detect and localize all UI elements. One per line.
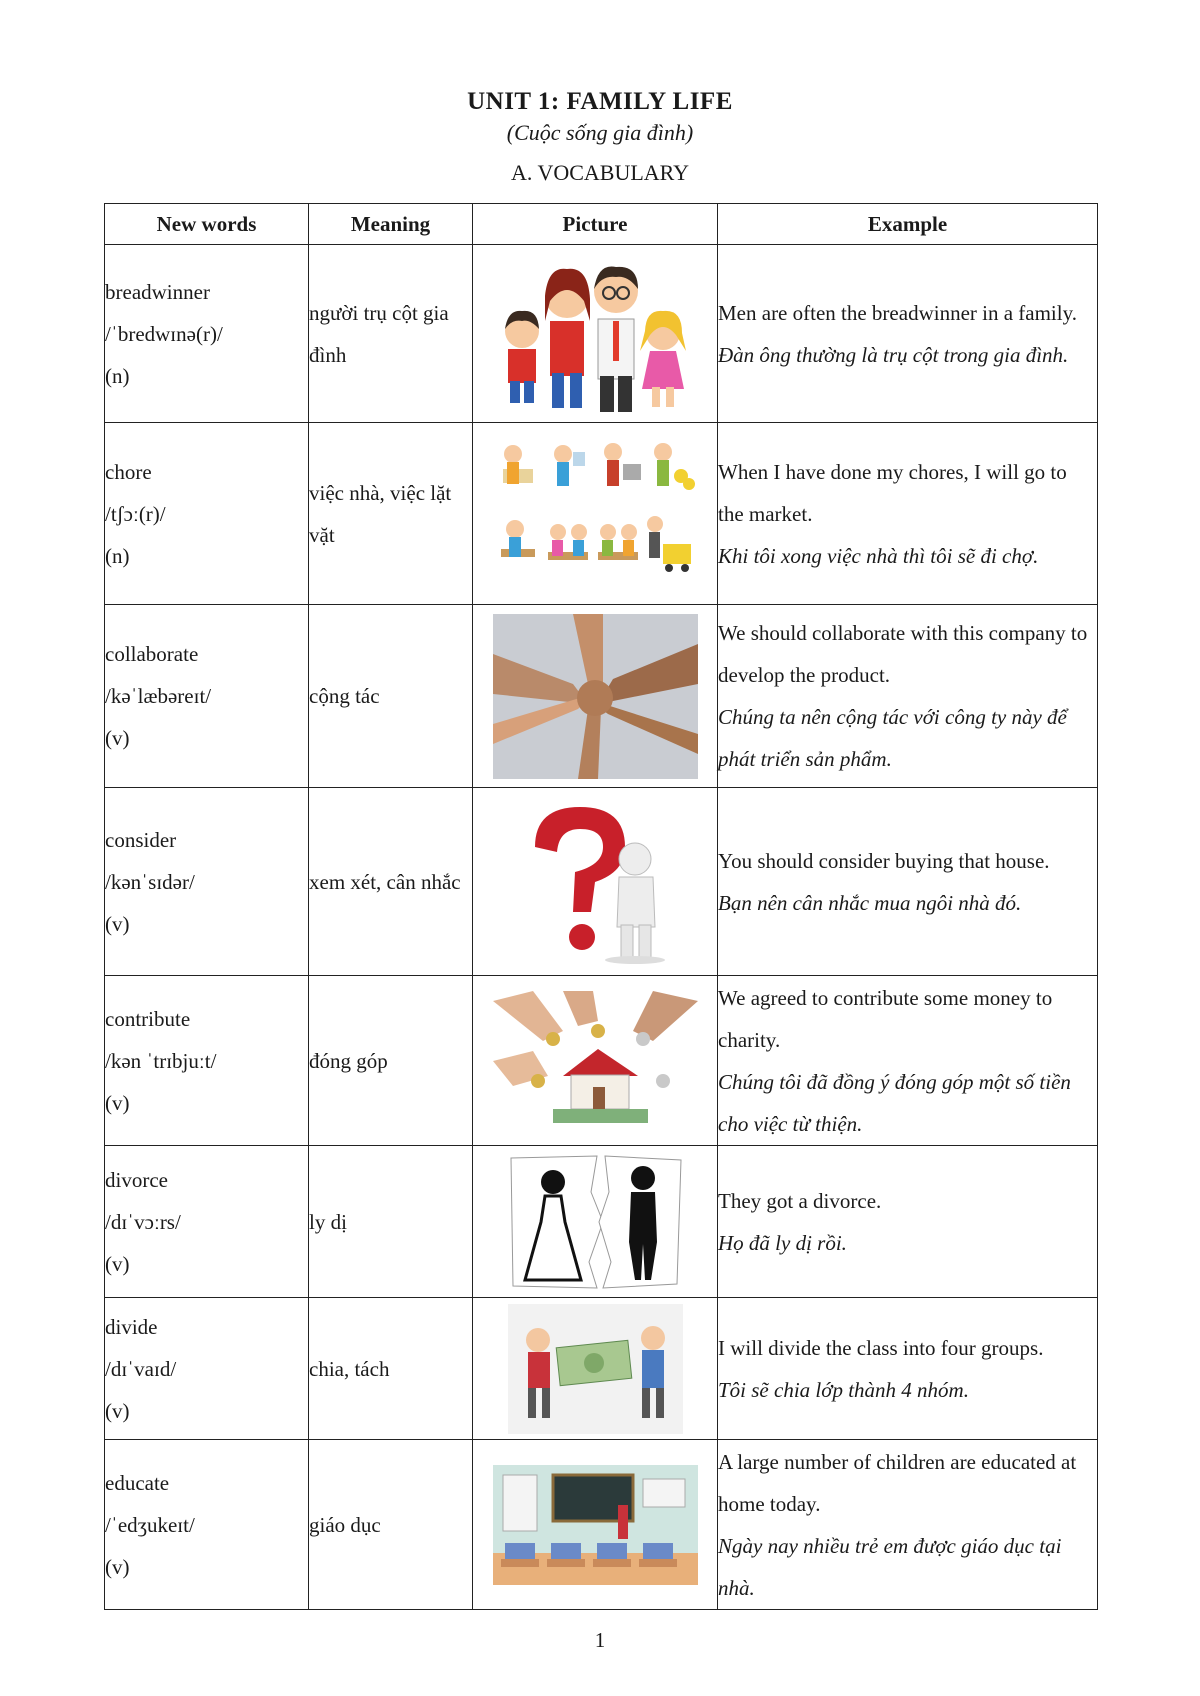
example-cell [718,605,1098,788]
picture-cell [473,1146,718,1298]
word: breadwinner [105,279,210,304]
example-english: They got a divorce. [718,1188,882,1213]
part-of-speech: (v) [105,726,130,750]
header-picture: Picture [473,204,718,245]
ipa: /ˈbredwɪnə(r)/ [105,321,223,346]
ipa: /ˈedʒukeɪt/ [105,1512,195,1537]
example-english: Men are often the breadwinner in a family. [718,300,1077,325]
example-cell [718,423,1098,605]
example-cell [718,1146,1098,1298]
word-cell [105,788,309,976]
example-english: When I have done my chores, I will go to the market. [718,459,1067,526]
page-subtitle: (Cuộc sống gia đình) [506,120,694,145]
example-cell [718,245,1098,423]
header-example: Example [718,204,1098,245]
example-cell [718,1440,1098,1610]
picture-cell [473,605,718,788]
example-cell [718,976,1098,1146]
vocabulary-table [104,203,1098,1610]
word: consider [105,827,177,852]
example-vietnamese: Chúng ta nên cộng tác với công ty này để phát triển sản phẩm. [718,705,1067,771]
example-vietnamese: Tôi sẽ chia lớp thành 4 nhóm. [718,1377,969,1402]
coins-house-photo [493,991,698,1131]
word: educate [105,1470,170,1495]
word: divorce [105,1167,168,1192]
chores-illustration [493,434,698,594]
question-mark-figure [495,797,695,967]
table-row [105,976,1098,1146]
example-cell [718,788,1098,976]
picture-cell [473,1298,718,1440]
page-number: 1 [594,1628,606,1652]
word: chore [105,459,152,484]
meaning-cell: việc nhà, việc lặt vặt [309,423,473,605]
meaning-cell: đóng góp [309,976,473,1146]
picture-cell [473,423,718,605]
word-cell [105,245,309,423]
picture-cell [473,976,718,1146]
word-cell [105,1440,309,1610]
picture-cell [473,245,718,423]
part-of-speech: (v) [105,1090,130,1115]
example-vietnamese: Đàn ông thường là trụ cột trong gia đình. [718,342,1069,367]
divorce-couple-illustration [505,1152,685,1292]
family-illustration [490,251,700,416]
table-row [105,423,1098,605]
table-row [105,1440,1098,1610]
table-row [105,788,1098,976]
example-vietnamese: Bạn nên cân nhắc mua ngôi nhà đó. [718,890,1022,915]
collaborate-hands-photo [493,614,698,779]
meaning-cell: người trụ cột gia đình [309,245,473,423]
meaning-cell: cộng tác [309,605,473,788]
table-row [105,605,1098,788]
picture-cell [473,1440,718,1610]
header-meaning: Meaning [309,204,473,245]
ipa: /tʃɔː(r)/ [105,501,166,526]
ipa: /kən ˈtrɪbjuːt/ [105,1048,217,1073]
table-row [105,1298,1098,1440]
example-vietnamese: Chúng tôi đã đồng ý đóng góp một số tiền cho việc từ thiện. [718,1069,1071,1136]
word-cell [105,976,309,1146]
word-cell [105,1146,309,1298]
word-cell [105,605,309,788]
example-english: A large number of children are educated at home today. [718,1449,1077,1516]
ipa: /kəˈlæbəreɪt/ [105,684,212,708]
meaning-cell: xem xét, cân nhắc [309,788,473,976]
picture-cell [473,788,718,976]
word-cell [105,423,309,605]
example-vietnamese: Họ đã ly dị rồi. [718,1230,847,1255]
table-header-row [105,204,1098,245]
header-new-words: New words [105,204,309,245]
part-of-speech: (n) [105,543,130,568]
example-english: We agreed to contribute some money to charity. [718,985,1053,1052]
part-of-speech: (v) [105,1554,130,1579]
meaning-cell: chia, tách [309,1298,473,1440]
meaning-cell: giáo dục [309,1440,473,1610]
example-english: We should collaborate with this company to develop the product. [718,621,1088,687]
part-of-speech: (v) [105,1251,130,1276]
ipa: /dɪˈvaɪd/ [105,1356,177,1381]
table-row [105,245,1098,423]
example-english: I will divide the class into four groups. [718,1335,1044,1360]
part-of-speech: (v) [105,1398,130,1423]
word: contribute [105,1006,191,1031]
divide-money-illustration [508,1304,683,1434]
page-title: UNIT 1: FAMILY LIFE [467,88,733,115]
section-heading: A. VOCABULARY [510,160,690,185]
example-vietnamese: Khi tôi xong việc nhà thì tôi sẽ đi chợ. [718,543,1039,568]
meaning-cell: ly dị [309,1146,473,1298]
part-of-speech: (n) [105,363,130,388]
word: divide [105,1314,158,1339]
classroom-illustration [493,1465,698,1585]
ipa: /dɪˈvɔːrs/ [105,1209,181,1234]
ipa: /kənˈsɪdər/ [105,869,195,894]
word-cell [105,1298,309,1440]
table-row [105,1146,1098,1298]
part-of-speech: (v) [105,911,130,936]
example-cell [718,1298,1098,1440]
example-vietnamese: Ngày nay nhiều trẻ em được giáo dục tại nhà. [718,1533,1062,1600]
word: collaborate [105,642,199,666]
example-english: You should consider buying that house. [718,848,1050,873]
